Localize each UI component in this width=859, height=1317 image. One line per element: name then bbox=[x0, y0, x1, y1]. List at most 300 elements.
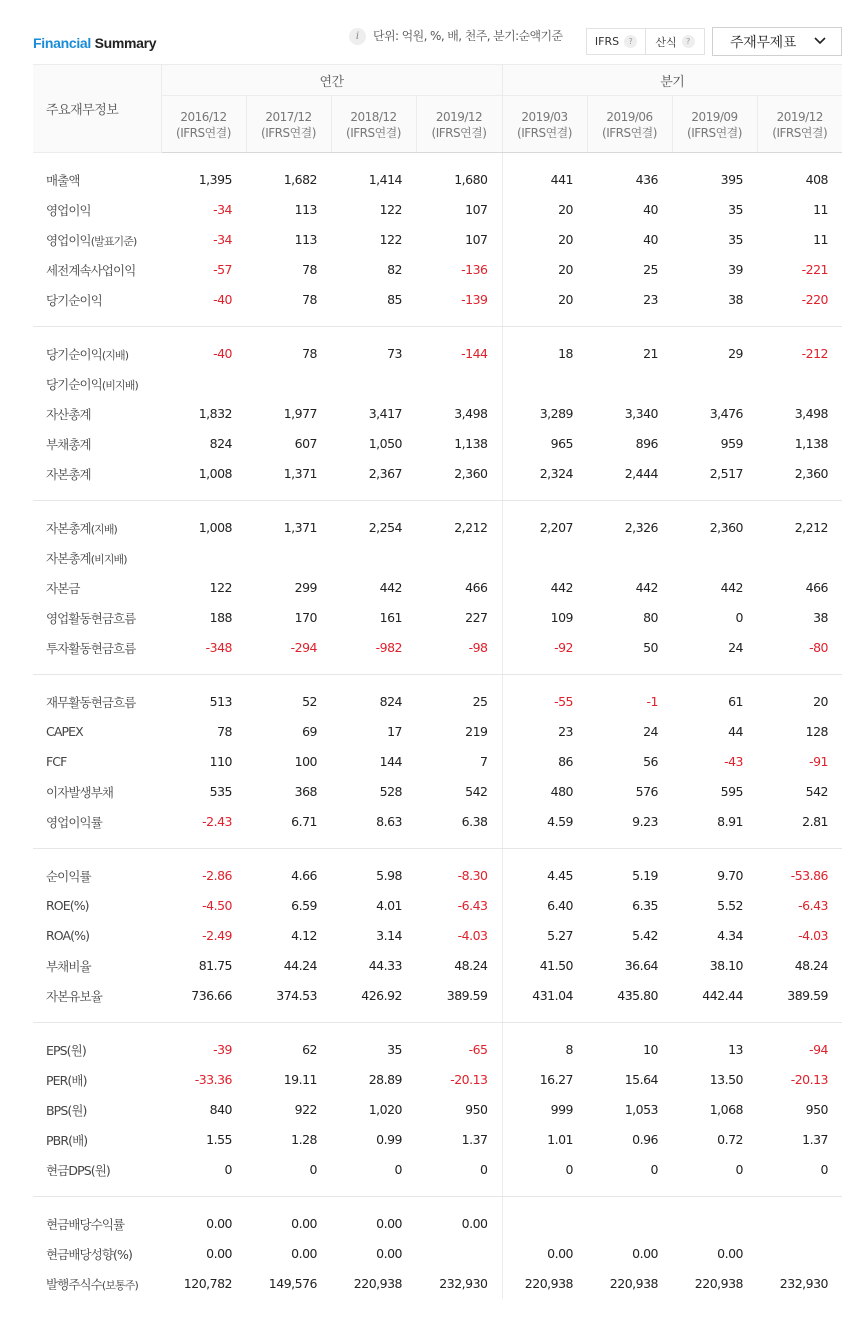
table-cell: 48.24 bbox=[794, 958, 828, 973]
table-row bbox=[33, 1209, 842, 1239]
table-cell: 3.14 bbox=[376, 928, 402, 943]
table-cell: -53.86 bbox=[790, 868, 828, 883]
table-cell: 41.50 bbox=[539, 958, 573, 973]
table-cell: 232,930 bbox=[416, 1269, 502, 1299]
table-cell: 431.04 bbox=[532, 988, 573, 1003]
table-cell bbox=[416, 543, 502, 573]
section-spacer bbox=[33, 1011, 842, 1023]
row-label-main: 자본유보율 bbox=[46, 988, 102, 1004]
table-cell: 3,476 bbox=[709, 406, 743, 421]
table-cell: 5.52 bbox=[717, 898, 743, 913]
table-cell: 368 bbox=[294, 784, 317, 799]
table-cell: 1,008 bbox=[198, 520, 232, 535]
row-label-main: 영업이익 bbox=[46, 202, 91, 218]
table-cell: 20 bbox=[558, 232, 573, 247]
table-cell: 78 bbox=[302, 262, 317, 277]
table-row bbox=[33, 1125, 842, 1155]
table-cell: 6.38 bbox=[416, 807, 502, 837]
row-label bbox=[33, 255, 161, 285]
table-cell: 78 bbox=[302, 346, 317, 361]
table-cell: 10 bbox=[643, 1042, 658, 1057]
row-label-main: BPS(원) bbox=[46, 1102, 87, 1118]
table-cell: 0.00 bbox=[376, 1216, 402, 1231]
table-cell bbox=[331, 369, 416, 399]
table-cell: 389.59 bbox=[416, 981, 502, 1011]
table-cell: 9.70 bbox=[717, 868, 743, 883]
formula-help-icon[interactable]: ? bbox=[682, 35, 695, 48]
table-cell: -136 bbox=[416, 255, 502, 285]
table-cell: 25 bbox=[416, 687, 502, 717]
row-label bbox=[33, 285, 161, 315]
table-cell: -4.03 bbox=[798, 928, 828, 943]
row-label bbox=[33, 951, 161, 981]
period-header bbox=[502, 96, 587, 153]
table-cell: 0.00 bbox=[416, 1209, 502, 1239]
section-spacer bbox=[33, 501, 842, 513]
period-date: 2019/12 bbox=[435, 110, 483, 124]
period-basis: (IFRS연결) bbox=[176, 126, 231, 140]
period-date: 2019/09 bbox=[691, 110, 738, 124]
period-header bbox=[587, 96, 672, 153]
table-cell: 20 bbox=[558, 202, 573, 217]
row-label-main: 현금DPS(원) bbox=[46, 1162, 110, 1178]
period-basis: (IFRS연결) bbox=[431, 126, 487, 140]
table-cell: 21 bbox=[643, 346, 658, 361]
table-cell: 23 bbox=[558, 724, 573, 739]
row-label bbox=[33, 891, 161, 921]
table-row bbox=[33, 717, 842, 747]
table-cell: 1,395 bbox=[198, 172, 232, 187]
table-cell: 0 bbox=[820, 1162, 828, 1177]
table-cell: 442 bbox=[379, 580, 402, 595]
table-cell: 513 bbox=[209, 694, 232, 709]
row-label bbox=[33, 513, 161, 543]
table-cell: 2.81 bbox=[802, 814, 828, 829]
table-cell: 81.75 bbox=[198, 958, 232, 973]
table-row bbox=[33, 285, 842, 315]
table-cell: 11 bbox=[813, 232, 828, 247]
row-label bbox=[33, 165, 161, 195]
table-cell: 61 bbox=[728, 694, 743, 709]
table-row bbox=[33, 429, 842, 459]
table-cell: 480 bbox=[550, 784, 573, 799]
table-cell: 78 bbox=[217, 724, 232, 739]
table-cell: 896 bbox=[635, 436, 658, 451]
table-cell: 435.80 bbox=[617, 988, 658, 1003]
table-cell: 40 bbox=[643, 202, 658, 217]
table-cell: 5.19 bbox=[632, 868, 658, 883]
table-cell: -34 bbox=[213, 202, 232, 217]
table-row bbox=[33, 861, 842, 891]
table-cell: 69 bbox=[302, 724, 317, 739]
table-cell: -1 bbox=[646, 694, 658, 709]
table-cell: 62 bbox=[302, 1042, 317, 1057]
table-cell: 1,050 bbox=[368, 436, 402, 451]
table-cell bbox=[246, 543, 331, 573]
table-cell: 6.59 bbox=[291, 898, 317, 913]
statement-type-select[interactable] bbox=[712, 27, 842, 56]
table-cell: 2,326 bbox=[624, 520, 658, 535]
group-annual-header: 연간 bbox=[161, 65, 502, 96]
formula-option[interactable] bbox=[645, 29, 704, 54]
table-row bbox=[33, 165, 842, 195]
table-row bbox=[33, 603, 842, 633]
table-cell: 144 bbox=[379, 754, 402, 769]
table-cell: 2,360 bbox=[794, 466, 828, 481]
table-cell: 542 bbox=[805, 784, 828, 799]
table-cell bbox=[757, 1239, 842, 1269]
table-cell: -4.03 bbox=[416, 921, 502, 951]
period-basis: (IFRS연결) bbox=[687, 126, 742, 140]
table-cell bbox=[161, 543, 246, 573]
period-date: 2019/03 bbox=[521, 110, 568, 124]
table-row bbox=[33, 981, 842, 1011]
row-label bbox=[33, 633, 161, 663]
table-cell: 220,938 bbox=[609, 1276, 658, 1291]
row-label bbox=[33, 369, 161, 399]
table-cell: 23 bbox=[643, 292, 658, 307]
row-label bbox=[33, 339, 161, 369]
table-cell: 2,212 bbox=[416, 513, 502, 543]
table-cell bbox=[757, 369, 842, 399]
table-cell: 528 bbox=[379, 784, 402, 799]
table-cell: 220,938 bbox=[524, 1276, 573, 1291]
table-cell: -220 bbox=[801, 292, 828, 307]
table-cell: 542 bbox=[416, 777, 502, 807]
table-cell: 28.89 bbox=[368, 1072, 402, 1087]
table-row bbox=[33, 891, 842, 921]
table-cell: 19.11 bbox=[283, 1072, 317, 1087]
table-cell: 6.35 bbox=[632, 898, 658, 913]
table-cell: 5.98 bbox=[376, 868, 402, 883]
row-label-main: 부채총계 bbox=[46, 436, 91, 452]
table-cell: 5.27 bbox=[547, 928, 573, 943]
table-cell: 442 bbox=[720, 580, 743, 595]
table-cell: 17 bbox=[387, 724, 402, 739]
row-label bbox=[33, 1095, 161, 1125]
table-cell: 0 bbox=[416, 1155, 502, 1185]
table-cell: 86 bbox=[558, 754, 573, 769]
ifrs-help-icon[interactable]: ? bbox=[624, 35, 637, 48]
table-cell: 24 bbox=[728, 640, 743, 655]
section-spacer bbox=[33, 1197, 842, 1209]
row-label bbox=[33, 459, 161, 489]
table-cell: 18 bbox=[558, 346, 573, 361]
table-cell: 1,682 bbox=[283, 172, 317, 187]
row-label bbox=[33, 429, 161, 459]
table-cell: -40 bbox=[213, 292, 232, 307]
row-label-qualifier: (지배) bbox=[101, 348, 129, 362]
table-cell: 80 bbox=[643, 610, 658, 625]
table-cell: 1.28 bbox=[291, 1132, 317, 1147]
table-cell: 39 bbox=[728, 262, 743, 277]
table-cell: -20.13 bbox=[416, 1065, 502, 1095]
table-cell: 466 bbox=[805, 580, 828, 595]
table-cell: 20 bbox=[558, 292, 573, 307]
table-cell: 0.99 bbox=[376, 1132, 402, 1147]
table-cell: 3,340 bbox=[624, 406, 658, 421]
period-header bbox=[161, 96, 246, 153]
section-spacer bbox=[33, 837, 842, 849]
table-cell: 13.50 bbox=[709, 1072, 743, 1087]
row-label-qualifier: (지배) bbox=[90, 522, 117, 536]
table-cell: -348 bbox=[205, 640, 232, 655]
table-row bbox=[33, 1065, 842, 1095]
table-cell: -212 bbox=[801, 346, 828, 361]
section-spacer bbox=[33, 1023, 842, 1035]
table-row bbox=[33, 1095, 842, 1125]
table-cell: 6.40 bbox=[547, 898, 573, 913]
table-cell bbox=[416, 369, 502, 399]
table-cell: 48.24 bbox=[416, 951, 502, 981]
table-cell: 38.10 bbox=[709, 958, 743, 973]
table-cell: 109 bbox=[550, 610, 573, 625]
table-cell: 50 bbox=[643, 640, 658, 655]
table-cell: 1,414 bbox=[368, 172, 402, 187]
table-cell: 44.33 bbox=[368, 958, 402, 973]
table-cell: 8 bbox=[565, 1042, 573, 1057]
table-cell bbox=[416, 1239, 502, 1269]
row-label bbox=[33, 777, 161, 807]
table-row bbox=[33, 747, 842, 777]
period-header bbox=[757, 96, 842, 153]
table-cell: -43 bbox=[724, 754, 743, 769]
table-cell: 1,068 bbox=[709, 1102, 743, 1117]
table-cell: 1.37 bbox=[416, 1125, 502, 1155]
table-cell: -2.49 bbox=[202, 928, 232, 943]
table-row bbox=[33, 369, 842, 399]
row-label bbox=[33, 921, 161, 951]
row-label bbox=[33, 1209, 161, 1239]
table-cell: 0.00 bbox=[717, 1246, 743, 1261]
table-cell: 441 bbox=[550, 172, 573, 187]
table-cell: 2,254 bbox=[368, 520, 402, 535]
table-cell bbox=[672, 369, 757, 399]
row-label bbox=[33, 981, 161, 1011]
table-cell: 576 bbox=[635, 784, 658, 799]
table-cell: 0.72 bbox=[717, 1132, 743, 1147]
section-spacer bbox=[33, 1185, 842, 1197]
table-cell: 950 bbox=[416, 1095, 502, 1125]
table-cell: 219 bbox=[416, 717, 502, 747]
table-cell: -34 bbox=[213, 232, 232, 247]
row-label-main: 자본총계 bbox=[46, 466, 91, 482]
row-label bbox=[33, 399, 161, 429]
row-label-main: 당기순이익 bbox=[46, 346, 102, 362]
table-cell: 227 bbox=[416, 603, 502, 633]
section-title-highlight: Financial bbox=[33, 35, 91, 51]
table-cell: 1,680 bbox=[416, 165, 502, 195]
section-spacer bbox=[33, 153, 842, 165]
table-cell: 9.23 bbox=[632, 814, 658, 829]
table-cell: 120,782 bbox=[183, 1276, 232, 1291]
table-cell: 965 bbox=[550, 436, 573, 451]
row-label-main: ROE(%) bbox=[46, 898, 89, 913]
table-cell: 7 bbox=[416, 747, 502, 777]
table-cell: 4.59 bbox=[547, 814, 573, 829]
table-cell: 0 bbox=[309, 1162, 317, 1177]
table-cell: 232,930 bbox=[779, 1276, 828, 1291]
period-date: 2018/12 bbox=[350, 110, 397, 124]
table-row bbox=[33, 1239, 842, 1269]
table-cell: 374.53 bbox=[276, 988, 317, 1003]
table-cell: 110 bbox=[209, 754, 232, 769]
section-spacer bbox=[33, 327, 842, 339]
table-cell: 0.00 bbox=[206, 1216, 232, 1231]
table-cell: 24 bbox=[643, 724, 658, 739]
table-cell: 395 bbox=[720, 172, 743, 187]
period-date: 2019/06 bbox=[606, 110, 653, 124]
period-header bbox=[246, 96, 331, 153]
table-cell: 2,360 bbox=[709, 520, 743, 535]
table-row bbox=[33, 255, 842, 285]
table-cell: 1,053 bbox=[624, 1102, 658, 1117]
table-cell: 0.96 bbox=[632, 1132, 658, 1147]
ifrs-option[interactable] bbox=[587, 29, 645, 54]
table-cell: 85 bbox=[387, 292, 402, 307]
table-cell bbox=[161, 369, 246, 399]
row-label-main: 당기순이익 bbox=[46, 376, 102, 392]
table-cell: 161 bbox=[379, 610, 402, 625]
table-cell bbox=[587, 369, 672, 399]
table-cell: 999 bbox=[550, 1102, 573, 1117]
row-label-main: PBR(배) bbox=[46, 1132, 88, 1148]
table-row bbox=[33, 339, 842, 369]
table-cell: -91 bbox=[809, 754, 828, 769]
table-cell: 35 bbox=[387, 1042, 402, 1057]
table-cell: 1,832 bbox=[198, 406, 232, 421]
table-row bbox=[33, 573, 842, 603]
table-cell: 2,360 bbox=[416, 459, 502, 489]
table-cell bbox=[331, 543, 416, 573]
table-cell: -57 bbox=[213, 262, 232, 277]
table-cell: 1,008 bbox=[198, 466, 232, 481]
table-cell: 35 bbox=[728, 232, 743, 247]
row-label bbox=[33, 225, 161, 255]
table-cell: 0 bbox=[224, 1162, 232, 1177]
financial-summary-table bbox=[33, 64, 842, 1299]
period-basis: (IFRS연결) bbox=[772, 126, 828, 140]
table-cell: 100 bbox=[294, 754, 317, 769]
row-label-main: CAPEX bbox=[46, 724, 83, 739]
table-cell: 3,289 bbox=[539, 406, 573, 421]
table-row bbox=[33, 807, 842, 837]
table-cell: -20.13 bbox=[790, 1072, 828, 1087]
table-cell bbox=[502, 369, 587, 399]
section-spacer bbox=[33, 489, 842, 501]
table-cell: 38 bbox=[813, 610, 828, 625]
table-cell: 73 bbox=[387, 346, 402, 361]
table-cell: 3,498 bbox=[794, 406, 828, 421]
table-cell bbox=[587, 543, 672, 573]
table-cell: 408 bbox=[805, 172, 828, 187]
row-label bbox=[33, 807, 161, 837]
table-cell: 4.45 bbox=[547, 868, 573, 883]
table-cell: -6.43 bbox=[416, 891, 502, 921]
table-cell: 0.00 bbox=[206, 1246, 232, 1261]
table-cell: 1,371 bbox=[283, 466, 317, 481]
table-cell: 36.64 bbox=[624, 958, 658, 973]
table-cell: -139 bbox=[416, 285, 502, 315]
table-cell: 436 bbox=[635, 172, 658, 187]
table-cell: 52 bbox=[302, 694, 317, 709]
table-cell: 824 bbox=[209, 436, 232, 451]
corner-label: 주요재무정보 bbox=[33, 65, 161, 153]
table-cell: 0 bbox=[735, 1162, 743, 1177]
row-label-qualifier: (보통주) bbox=[101, 1278, 138, 1292]
row-label-main: 매출액 bbox=[46, 172, 80, 188]
table-cell: 4.01 bbox=[376, 898, 402, 913]
table-cell: -98 bbox=[416, 633, 502, 663]
table-cell: 38 bbox=[728, 292, 743, 307]
section-spacer bbox=[33, 315, 842, 327]
table-cell bbox=[587, 1209, 672, 1239]
table-cell: 389.59 bbox=[787, 988, 828, 1003]
ifrs-label: IFRS bbox=[594, 35, 620, 48]
table-row bbox=[33, 777, 842, 807]
row-label-main: 발행주식수 bbox=[46, 1276, 102, 1292]
chevron-down-icon bbox=[813, 33, 827, 47]
table-row bbox=[33, 543, 842, 573]
row-label-main: 현금배당수익률 bbox=[46, 1216, 125, 1232]
formula-label: 산식 bbox=[655, 35, 677, 49]
table-cell: 44.24 bbox=[283, 958, 317, 973]
row-label-main: 자본금 bbox=[46, 580, 80, 596]
table-cell: 113 bbox=[294, 232, 317, 247]
table-cell bbox=[502, 1209, 587, 1239]
table-cell bbox=[757, 543, 842, 573]
period-basis: (IFRS연결) bbox=[517, 126, 572, 140]
table-cell: -40 bbox=[213, 346, 232, 361]
section-spacer bbox=[33, 663, 842, 675]
table-cell: -92 bbox=[554, 640, 573, 655]
table-cell: 1,020 bbox=[368, 1102, 402, 1117]
row-label-main: 영업활동현금흐름 bbox=[46, 610, 136, 626]
info-icon[interactable]: i bbox=[349, 28, 366, 45]
table-cell: 442.44 bbox=[702, 988, 743, 1003]
table-cell: 5.42 bbox=[632, 928, 658, 943]
table-cell: 0 bbox=[565, 1162, 573, 1177]
row-label bbox=[33, 603, 161, 633]
table-cell: 107 bbox=[416, 195, 502, 225]
table-cell: -33.36 bbox=[194, 1072, 232, 1087]
table-cell: 3,417 bbox=[368, 406, 402, 421]
section-title-rest: Summary bbox=[90, 35, 157, 51]
table-cell: 82 bbox=[387, 262, 402, 277]
table-cell: 128 bbox=[805, 724, 828, 739]
table-cell: -221 bbox=[801, 262, 828, 277]
table-cell: 0 bbox=[735, 610, 743, 625]
table-cell: -2.86 bbox=[202, 868, 232, 883]
table-cell: 0.00 bbox=[291, 1216, 317, 1231]
table-cell: 15.64 bbox=[624, 1072, 658, 1087]
table-cell: -94 bbox=[809, 1042, 828, 1057]
group-quarter-header: 분기 bbox=[502, 65, 842, 96]
table-cell: -144 bbox=[416, 339, 502, 369]
row-label-main: 부채비율 bbox=[46, 958, 91, 974]
table-cell: 8.91 bbox=[717, 814, 743, 829]
table-cell: 16.27 bbox=[539, 1072, 573, 1087]
row-label-main: 세전계속사업이익 bbox=[46, 262, 136, 278]
row-label bbox=[33, 1239, 161, 1269]
section-spacer bbox=[33, 675, 842, 687]
table-cell: 122 bbox=[379, 202, 402, 217]
table-row bbox=[33, 951, 842, 981]
table-cell: 78 bbox=[302, 292, 317, 307]
row-label bbox=[33, 1035, 161, 1065]
row-label-main: 투자활동현금흐름 bbox=[46, 640, 136, 656]
table-cell bbox=[246, 369, 331, 399]
